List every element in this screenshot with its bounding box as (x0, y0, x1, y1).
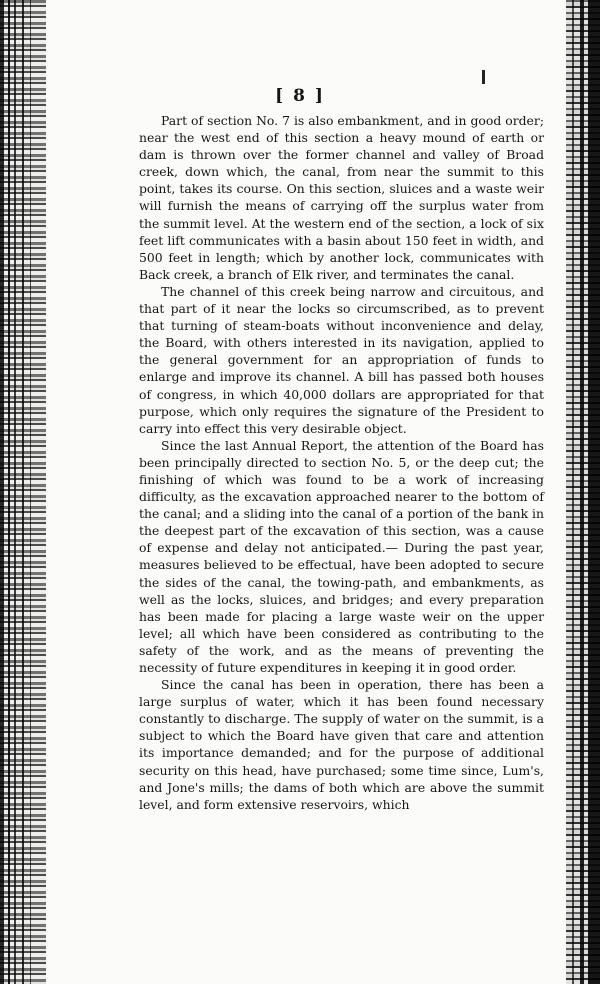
body-text (139, 112, 544, 813)
paragraph-4: Since the canal has been in operation, there has been a large surplus of water, which it has been found necessary constantly to discharge. The supply of water on the summit, is a subject to which the Board have given that care and attention its importance demanded; and for the purpose of additional security on this head, have purchased; some time since, Lum's, and Jone's mills; the dams of both which are above the summit level, and form extensive reservoirs, which (139, 677, 544, 812)
paragraph-2: The channel of this creek being narrow and circuitous, and that part of it near the locks so circumscribed, as to prevent that turning of steam-boats without inconvenience and delay, the Board, with others interested in its navigation, applied to the general government for an appropriation of funds to enlarge and improve its channel. A bill has passed both houses of congress, in which 40,000 dollars are appropriated for that purpose, which only requires the signature of the President to carry into effect this very desirable object. (139, 283, 544, 436)
page-binding-left (0, 0, 46, 984)
paragraph-1: Part of section No. 7 is also embankment, and in good order; near the west end of this section a heavy mound of earth or dam is thrown over the former channel and valley of Broad creek, down which, the canal, from near the summit to this point, takes its course. On this section, sluices and a waste weir will furnish the means of carrying off the surplus water from the summit level. At the western end of the section, a lock of six feet lift communicates with a basin about 150 feet in width, and 500 feet in length; which by another lock, communicates with Back creek, a branch of Elk river, and terminates the canal. (139, 113, 544, 282)
ink-mark (482, 70, 485, 84)
page-number: [ 8 ] (275, 86, 325, 106)
page-binding-right (566, 0, 600, 984)
paragraph-3: Since the last Annual Report, the attention of the Board has been principally directed to section No. 5, or the deep cut; the finishing of which was found to be a work of increasing difficulty, as the excavation approached nearer to the bottom of the canal; and a sliding into the canal of a portion of the bank in the deepest part of the excavation of this section, was a cause of expense and delay not anticipated.— During the past year, measures believed to be effectual, have been adopted to secure the sides of the canal, the towing-path, and embankments, as well as the locks, sluices, and bridges; and every preparation has been made for placing a large waste weir on the upper level; all which have been considered as contributing to the safety of the work, and as the means of preventing the necessity of future expenditures in keeping it in good order. (139, 437, 544, 675)
